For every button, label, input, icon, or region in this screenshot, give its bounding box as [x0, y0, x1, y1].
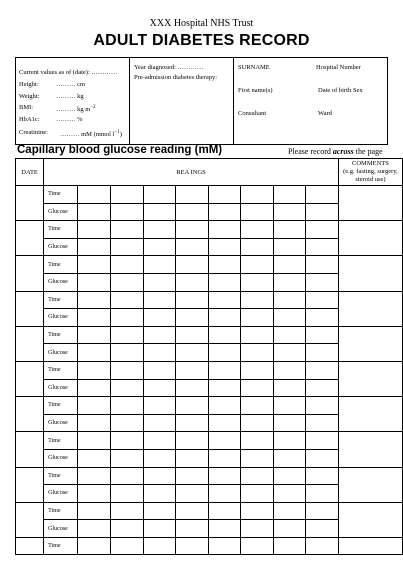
glucose-label: Glucose: [44, 485, 78, 503]
time-reading-cell[interactable]: [143, 291, 176, 309]
time-reading-cell[interactable]: [306, 502, 339, 520]
glucose-reading-cell[interactable]: [176, 449, 209, 467]
time-label: Time: [44, 537, 78, 555]
current-values-date: Current values as of (date): …………: [19, 69, 118, 76]
time-reading-cell[interactable]: [208, 361, 241, 379]
time-reading-cell[interactable]: [306, 467, 339, 485]
time-row: [16, 291, 403, 309]
time-row: [16, 432, 403, 450]
time-row: [16, 467, 403, 485]
time-reading-cell[interactable]: [241, 291, 274, 309]
time-reading-cell[interactable]: [110, 502, 143, 520]
time-label: Time: [44, 502, 78, 520]
comments-cell[interactable]: [338, 361, 402, 396]
glucose-reading-cell[interactable]: [306, 449, 339, 467]
time-row: [16, 186, 403, 204]
dob-sex-label: Date of birth Sex: [318, 87, 363, 94]
height-label: Height:: [19, 81, 39, 88]
time-reading-cell[interactable]: [176, 256, 209, 274]
time-reading-cell[interactable]: [176, 502, 209, 520]
date-cell[interactable]: [16, 221, 44, 256]
time-reading-cell[interactable]: [143, 432, 176, 450]
time-reading-cell[interactable]: [78, 467, 111, 485]
glucose-reading-cell[interactable]: [241, 485, 274, 503]
time-reading-cell[interactable]: [273, 186, 306, 204]
comments-cell[interactable]: [338, 397, 402, 432]
time-reading-cell[interactable]: [110, 432, 143, 450]
pre-admission-therapy: Pre-admission diabetes therapy:: [134, 74, 218, 81]
date-cell[interactable]: [16, 467, 44, 502]
time-reading-cell[interactable]: [143, 256, 176, 274]
glucose-reading-cell[interactable]: [78, 309, 111, 327]
glucose-reading-cell[interactable]: [176, 485, 209, 503]
hospital-number-label: Hospital Number: [316, 64, 361, 71]
time-reading-cell[interactable]: [176, 397, 209, 415]
glucose-reading-cell[interactable]: [78, 203, 111, 221]
time-reading-cell[interactable]: [208, 502, 241, 520]
table-header-row: [16, 159, 403, 186]
hba1c-label: HbA1c:: [19, 116, 40, 123]
glucose-reading-cell[interactable]: [208, 449, 241, 467]
comments-cell[interactable]: [338, 537, 402, 555]
glucose-reading-cell[interactable]: [273, 238, 306, 256]
diagnosis-box: [129, 57, 234, 145]
time-reading-cell[interactable]: [273, 467, 306, 485]
patient-id-box: [233, 57, 388, 145]
time-reading-cell[interactable]: [143, 467, 176, 485]
readings-header: REA INGS: [44, 159, 339, 186]
glucose-reading-cell[interactable]: [176, 309, 209, 327]
year-diagnosed: Year diagnosed: …………: [134, 64, 204, 71]
date-cell[interactable]: [16, 502, 44, 537]
glucose-reading-cell[interactable]: [78, 414, 111, 432]
time-reading-cell[interactable]: [208, 432, 241, 450]
time-reading-cell[interactable]: [78, 256, 111, 274]
glucose-reading-cell[interactable]: [143, 485, 176, 503]
time-reading-cell[interactable]: [273, 326, 306, 344]
glucose-label: Glucose: [44, 238, 78, 256]
time-label: Time: [44, 397, 78, 415]
glucose-reading-cell[interactable]: [110, 203, 143, 221]
time-reading-cell[interactable]: [78, 221, 111, 239]
patient-values-box: [15, 57, 130, 145]
glucose-reading-cell[interactable]: [273, 273, 306, 291]
glucose-label: Glucose: [44, 309, 78, 327]
glucose-reading-cell[interactable]: [110, 485, 143, 503]
glucose-reading-cell[interactable]: [176, 238, 209, 256]
glucose-reading-cell[interactable]: [78, 273, 111, 291]
time-reading-cell[interactable]: [241, 432, 274, 450]
glucose-label: Glucose: [44, 273, 78, 291]
glucose-reading-cell[interactable]: [208, 273, 241, 291]
time-row: [16, 502, 403, 520]
glucose-reading-cell[interactable]: [208, 414, 241, 432]
time-reading-cell[interactable]: [143, 361, 176, 379]
glucose-reading-cell[interactable]: [143, 309, 176, 327]
glucose-reading-cell[interactable]: [241, 449, 274, 467]
comments-hint-1: (e.g. fasting, surgery,: [343, 168, 398, 175]
time-reading-cell[interactable]: [241, 397, 274, 415]
glucose-reading-cell[interactable]: [306, 485, 339, 503]
time-row: [16, 361, 403, 379]
glucose-reading-cell[interactable]: [241, 414, 274, 432]
consultant-label: Consultant: [238, 110, 267, 117]
time-reading-cell[interactable]: [110, 221, 143, 239]
date-cell[interactable]: [16, 537, 44, 555]
comments-title: COMMENTS: [352, 160, 389, 167]
glucose-reading-cell[interactable]: [176, 344, 209, 362]
time-reading-cell[interactable]: [110, 537, 143, 555]
time-label: Time: [44, 256, 78, 274]
glucose-reading-cell[interactable]: [241, 344, 274, 362]
time-reading-cell[interactable]: [176, 467, 209, 485]
time-reading-cell[interactable]: [78, 186, 111, 204]
time-reading-cell[interactable]: [273, 256, 306, 274]
glucose-reading-cell[interactable]: [78, 344, 111, 362]
glucose-reading-cell[interactable]: [78, 449, 111, 467]
time-row: [16, 397, 403, 415]
time-reading-cell[interactable]: [273, 432, 306, 450]
glucose-reading-cell[interactable]: [78, 379, 111, 397]
time-reading-cell[interactable]: [241, 537, 274, 555]
time-reading-cell[interactable]: [208, 467, 241, 485]
comments-header: [338, 159, 402, 186]
time-reading-cell[interactable]: [110, 361, 143, 379]
time-reading-cell[interactable]: [208, 397, 241, 415]
glucose-reading-cell[interactable]: [143, 344, 176, 362]
time-reading-cell[interactable]: [241, 326, 274, 344]
glucose-reading-cell[interactable]: [78, 520, 111, 538]
date-cell[interactable]: [16, 186, 44, 221]
time-label: Time: [44, 326, 78, 344]
time-reading-cell[interactable]: [208, 186, 241, 204]
glucose-reading-cell[interactable]: [208, 485, 241, 503]
glucose-reading-cell[interactable]: [306, 273, 339, 291]
time-reading-cell[interactable]: [110, 397, 143, 415]
glucose-reading-cell[interactable]: [306, 344, 339, 362]
time-reading-cell[interactable]: [306, 537, 339, 555]
glucose-label: Glucose: [44, 203, 78, 221]
time-label: Time: [44, 186, 78, 204]
glucose-reading-cell[interactable]: [110, 379, 143, 397]
glucose-reading-cell[interactable]: [306, 520, 339, 538]
time-reading-cell[interactable]: [273, 361, 306, 379]
glucose-reading-cell[interactable]: [143, 379, 176, 397]
glucose-reading-cell[interactable]: [241, 379, 274, 397]
glucose-reading-cell[interactable]: [306, 379, 339, 397]
glucose-reading-cell[interactable]: [110, 414, 143, 432]
glucose-reading-cell[interactable]: [176, 203, 209, 221]
glucose-label: Glucose: [44, 449, 78, 467]
ward-label: Ward: [318, 110, 332, 117]
time-reading-cell[interactable]: [306, 221, 339, 239]
glucose-reading-cell[interactable]: [176, 414, 209, 432]
time-reading-cell[interactable]: [78, 432, 111, 450]
glucose-reading-cell[interactable]: [176, 520, 209, 538]
glucose-reading-cell[interactable]: [241, 273, 274, 291]
time-reading-cell[interactable]: [143, 397, 176, 415]
hba1c-value: ……… %: [56, 116, 83, 123]
time-row: [16, 326, 403, 344]
comments-cell[interactable]: [338, 502, 402, 537]
page-title: ADULT DIABETES RECORD: [93, 32, 310, 49]
time-row: [16, 256, 403, 274]
time-reading-cell[interactable]: [306, 361, 339, 379]
time-reading-cell[interactable]: [78, 291, 111, 309]
creatinine-value: ……… mM (mmol $l^{-1}$): [60, 130, 122, 139]
comments-cell[interactable]: [338, 467, 402, 502]
glucose-reading-cell[interactable]: [306, 414, 339, 432]
glucose-reading-cell[interactable]: [208, 379, 241, 397]
glucose-reading-cell[interactable]: [273, 485, 306, 503]
time-reading-cell[interactable]: [110, 256, 143, 274]
time-row: [16, 221, 403, 239]
bmi-value: ……… kg $m^{-2}$: [56, 105, 96, 114]
comments-cell[interactable]: [338, 432, 402, 467]
time-reading-cell[interactable]: [143, 502, 176, 520]
date-header: DATE: [16, 159, 44, 186]
glucose-table: [15, 158, 403, 555]
glucose-reading-cell[interactable]: [241, 309, 274, 327]
glucose-reading-cell[interactable]: [306, 203, 339, 221]
date-cell[interactable]: [16, 397, 44, 432]
bmi-label: BMI:: [19, 104, 34, 111]
trust-name: XXX Hospital NHS Trust: [149, 18, 254, 29]
first-names-label: First name(s): [238, 87, 273, 94]
date-cell[interactable]: [16, 256, 44, 291]
glucose-reading-cell[interactable]: [110, 309, 143, 327]
height-value: ……… cm: [56, 81, 86, 88]
glucose-label: Glucose: [44, 379, 78, 397]
time-reading-cell[interactable]: [143, 326, 176, 344]
time-reading-cell[interactable]: [78, 537, 111, 555]
time-label: Time: [44, 291, 78, 309]
date-cell[interactable]: [16, 291, 44, 326]
glucose-reading-cell[interactable]: [241, 520, 274, 538]
glucose-reading-cell[interactable]: [176, 379, 209, 397]
time-reading-cell[interactable]: [110, 326, 143, 344]
time-reading-cell[interactable]: [143, 537, 176, 555]
section-heading: Capillary blood glucose reading (mM): [17, 144, 223, 156]
time-reading-cell[interactable]: [306, 291, 339, 309]
comments-cell[interactable]: [338, 186, 402, 221]
time-reading-cell[interactable]: [241, 221, 274, 239]
glucose-reading-cell[interactable]: [78, 485, 111, 503]
time-reading-cell[interactable]: [273, 502, 306, 520]
glucose-reading-cell[interactable]: [273, 344, 306, 362]
time-reading-cell[interactable]: [208, 256, 241, 274]
glucose-reading-cell[interactable]: [110, 449, 143, 467]
glucose-reading-cell[interactable]: [241, 203, 274, 221]
time-reading-cell[interactable]: [110, 291, 143, 309]
comments-cell[interactable]: [338, 256, 402, 291]
glucose-reading-cell[interactable]: [143, 449, 176, 467]
time-reading-cell[interactable]: [241, 467, 274, 485]
time-reading-cell[interactable]: [78, 502, 111, 520]
weight-value: ……… kg: [56, 93, 84, 100]
glucose-reading-cell[interactable]: [110, 273, 143, 291]
glucose-reading-cell[interactable]: [273, 309, 306, 327]
time-reading-cell[interactable]: [78, 397, 111, 415]
comments-cell[interactable]: [338, 221, 402, 256]
glucose-reading-cell[interactable]: [208, 520, 241, 538]
time-label: Time: [44, 467, 78, 485]
time-reading-cell[interactable]: [110, 186, 143, 204]
time-reading-cell[interactable]: [143, 186, 176, 204]
time-reading-cell[interactable]: [78, 326, 111, 344]
glucose-reading-cell[interactable]: [208, 238, 241, 256]
time-reading-cell[interactable]: [176, 361, 209, 379]
glucose-reading-cell[interactable]: [110, 344, 143, 362]
glucose-reading-cell[interactable]: [110, 238, 143, 256]
time-reading-cell[interactable]: [208, 221, 241, 239]
glucose-reading-cell[interactable]: [273, 379, 306, 397]
glucose-reading-cell[interactable]: [143, 273, 176, 291]
time-reading-cell[interactable]: [143, 221, 176, 239]
glucose-reading-cell[interactable]: [208, 203, 241, 221]
glucose-reading-cell[interactable]: [78, 238, 111, 256]
time-reading-cell[interactable]: [273, 397, 306, 415]
glucose-label: Glucose: [44, 520, 78, 538]
time-reading-cell[interactable]: [176, 186, 209, 204]
comments-hint-2: steroid use): [355, 176, 386, 183]
glucose-reading-cell[interactable]: [208, 344, 241, 362]
time-reading-cell[interactable]: [241, 361, 274, 379]
time-row: [16, 537, 403, 555]
time-reading-cell[interactable]: [306, 326, 339, 344]
time-reading-cell[interactable]: [241, 256, 274, 274]
date-cell[interactable]: [16, 361, 44, 396]
glucose-label: Glucose: [44, 414, 78, 432]
record-note: Please record across the page: [288, 147, 383, 156]
time-reading-cell[interactable]: [306, 256, 339, 274]
time-reading-cell[interactable]: [176, 537, 209, 555]
time-reading-cell[interactable]: [241, 502, 274, 520]
glucose-reading-cell[interactable]: [273, 414, 306, 432]
time-reading-cell[interactable]: [176, 291, 209, 309]
glucose-reading-cell[interactable]: [306, 309, 339, 327]
time-reading-cell[interactable]: [273, 291, 306, 309]
glucose-reading-cell[interactable]: [143, 414, 176, 432]
weight-label: Weight:: [19, 93, 40, 100]
time-reading-cell[interactable]: [176, 326, 209, 344]
glucose-reading-cell[interactable]: [273, 449, 306, 467]
time-reading-cell[interactable]: [176, 221, 209, 239]
time-reading-cell[interactable]: [306, 432, 339, 450]
time-reading-cell[interactable]: [241, 186, 274, 204]
comments-cell[interactable]: [338, 326, 402, 361]
surname-label: SURNAME: [238, 64, 270, 71]
glucose-reading-cell[interactable]: [241, 238, 274, 256]
time-reading-cell[interactable]: [208, 291, 241, 309]
date-cell[interactable]: [16, 326, 44, 361]
glucose-label: Glucose: [44, 344, 78, 362]
glucose-reading-cell[interactable]: [306, 238, 339, 256]
glucose-reading-cell[interactable]: [208, 309, 241, 327]
time-label: Time: [44, 221, 78, 239]
time-reading-cell[interactable]: [208, 326, 241, 344]
time-reading-cell[interactable]: [306, 397, 339, 415]
time-label: Time: [44, 432, 78, 450]
time-reading-cell[interactable]: [110, 467, 143, 485]
glucose-reading-cell[interactable]: [143, 520, 176, 538]
glucose-reading-cell[interactable]: [143, 203, 176, 221]
time-label: Time: [44, 361, 78, 379]
time-reading-cell[interactable]: [78, 361, 111, 379]
date-cell[interactable]: [16, 432, 44, 467]
glucose-reading-cell[interactable]: [143, 238, 176, 256]
time-reading-cell[interactable]: [176, 432, 209, 450]
time-reading-cell[interactable]: [208, 537, 241, 555]
glucose-reading-cell[interactable]: [273, 520, 306, 538]
comments-cell[interactable]: [338, 291, 402, 326]
time-reading-cell[interactable]: [306, 186, 339, 204]
time-reading-cell[interactable]: [273, 537, 306, 555]
glucose-reading-cell[interactable]: [110, 520, 143, 538]
creatinine-label: Creatinine:: [19, 129, 48, 136]
time-reading-cell[interactable]: [273, 221, 306, 239]
glucose-reading-cell[interactable]: [273, 203, 306, 221]
glucose-reading-cell[interactable]: [176, 273, 209, 291]
